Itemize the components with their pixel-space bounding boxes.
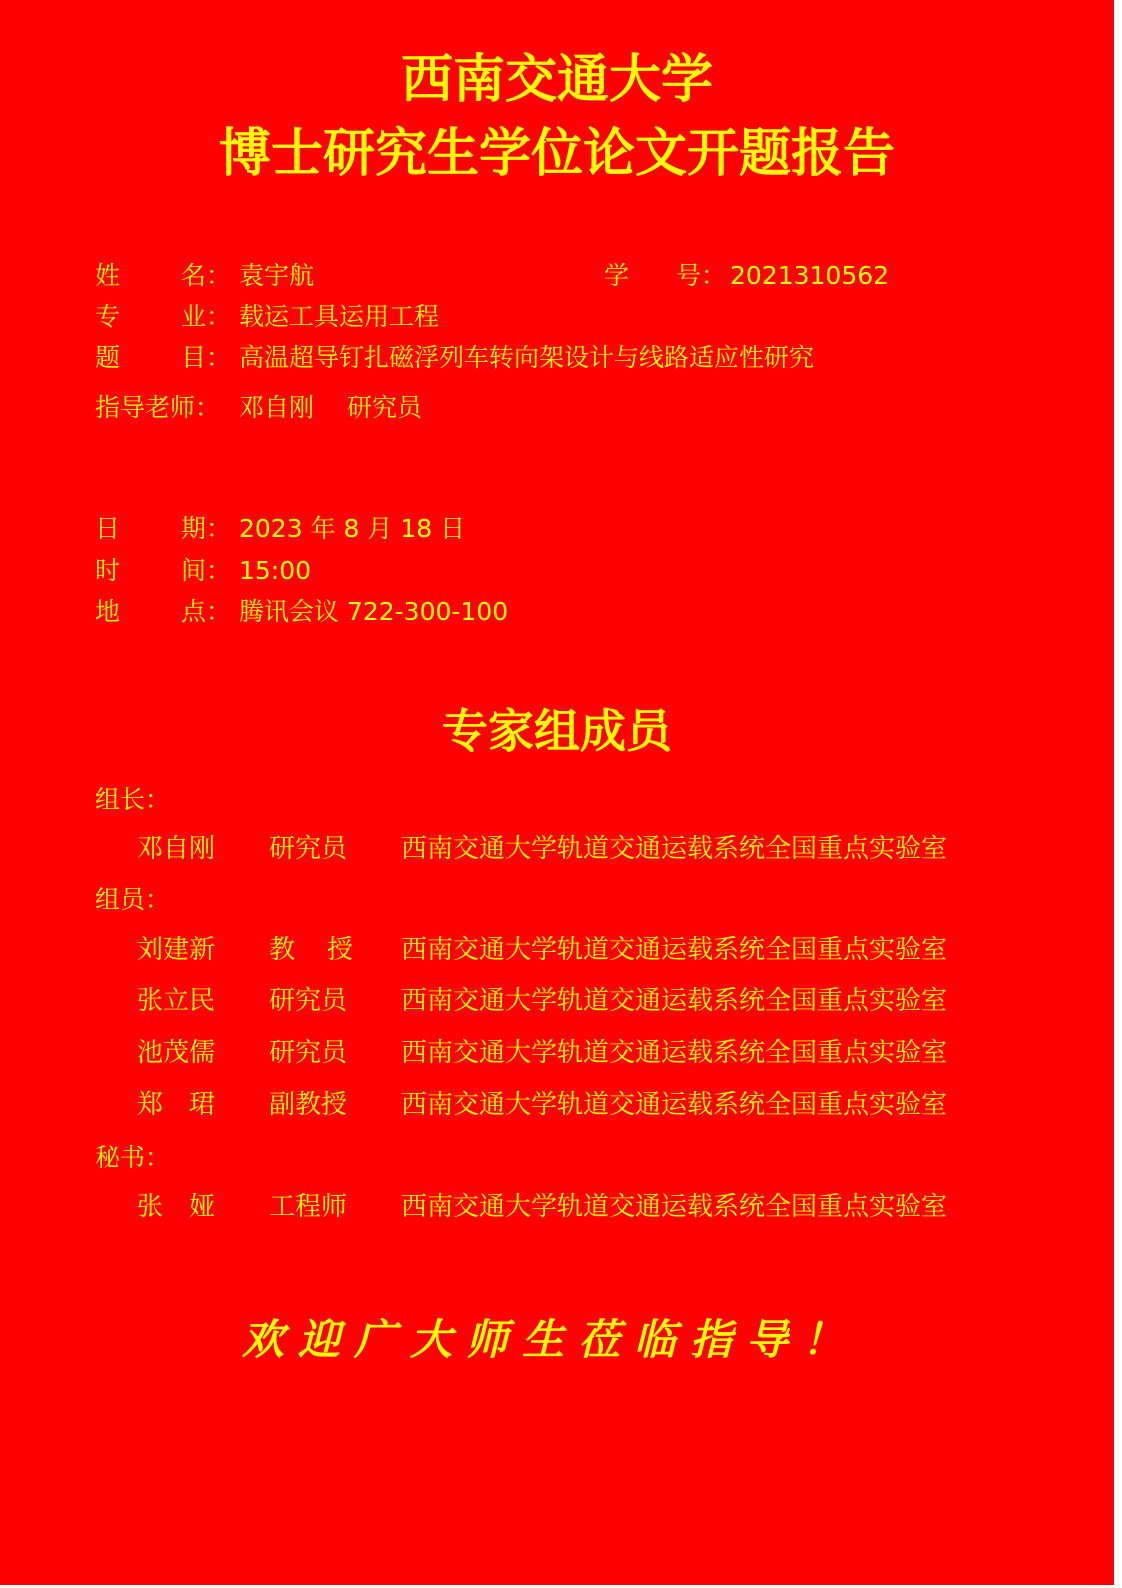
member-title-part: 研究员 <box>269 834 348 864</box>
member-org: 西南交通大学轨道交通运载系统全国重点实验室 <box>401 1038 948 1068</box>
major-row <box>95 301 895 333</box>
member-title-part: 研究员 <box>269 1038 348 1068</box>
date-value: 2023 年 8 月 18 日 <box>239 514 466 543</box>
university-title: 西南交通大学 <box>400 50 713 110</box>
member-name-part: 郑 <box>137 1090 164 1120</box>
committee-member <box>137 1088 1037 1122</box>
committee-secretary <box>137 1190 1037 1224</box>
place-value: 腾讯会议 722-300-100 <box>239 597 509 626</box>
topic-row <box>95 342 995 374</box>
time-value: 15:00 <box>239 556 312 585</box>
name-row <box>95 260 495 292</box>
time-label-2: 间： <box>181 556 232 585</box>
committee-heading: 专家组成员 <box>442 704 672 758</box>
members-label: 组员： <box>95 885 171 914</box>
member-name-part: 张 <box>137 1192 164 1222</box>
member-title-part: 副教授 <box>269 1090 348 1120</box>
id-label-1: 学 <box>604 261 630 290</box>
member-name-part: 刘建新 <box>137 935 216 965</box>
advisor-row <box>95 392 895 424</box>
major-label-2: 业： <box>181 302 232 331</box>
advisor-label-text: 指导老师： <box>95 393 221 422</box>
member-title-part: 教 <box>269 935 296 965</box>
member-name-part: 娅 <box>189 1192 216 1222</box>
member-org: 西南交通大学轨道交通运载系统全国重点实验室 <box>401 1090 948 1120</box>
member-title-part: 研究员 <box>269 986 348 1016</box>
date-label-1: 日 <box>95 514 121 543</box>
secretary-label: 秘书： <box>95 1143 171 1172</box>
member-name-part: 珺 <box>189 1090 216 1120</box>
date-label-2: 期： <box>181 514 232 543</box>
topic-label-1: 题 <box>95 343 121 372</box>
major-label-1: 专 <box>95 302 121 331</box>
topic-value: 高温超导钉扎磁浮列车转向架设计与线路适应性研究 <box>239 343 815 372</box>
member-name-part: 池茂儒 <box>137 1038 216 1068</box>
committee-member <box>137 984 1037 1018</box>
member-org: 西南交通大学轨道交通运载系统全国重点实验室 <box>401 1192 948 1222</box>
place-label-1: 地 <box>95 597 121 626</box>
student-id-row <box>594 260 994 292</box>
date-row <box>95 513 895 545</box>
member-org: 西南交通大学轨道交通运载系统全国重点实验室 <box>401 935 948 965</box>
member-name-part: 张立民 <box>137 986 216 1016</box>
topic-label-2: 目： <box>181 343 232 372</box>
advisor-value: 邓自刚 研究员 <box>239 393 422 422</box>
time-row <box>95 555 895 587</box>
member-org: 西南交通大学轨道交通运载系统全国重点实验室 <box>401 986 948 1016</box>
committee-member <box>137 933 1037 967</box>
major-value: 载运工具运用工程 <box>239 302 440 331</box>
name-value: 袁宇航 <box>239 261 315 290</box>
member-name-part: 邓自刚 <box>137 834 216 864</box>
id-value: 2021310562 <box>730 261 890 290</box>
right-border <box>1114 0 1122 1588</box>
committee-leader <box>137 832 1037 866</box>
welcome-message: 欢迎广大师生莅临指导！ <box>241 1315 858 1364</box>
member-org: 西南交通大学轨道交通运载系统全国重点实验室 <box>401 834 948 864</box>
member-title-part: 工程师 <box>269 1192 348 1222</box>
report-title: 博士研究生学位论文开题报告 <box>218 124 895 184</box>
leader-label: 组长： <box>95 785 171 814</box>
place-label-2: 点： <box>181 597 232 626</box>
committee-member <box>137 1036 1037 1070</box>
name-label-2: 名： <box>181 261 232 290</box>
member-title-part: 授 <box>327 935 354 965</box>
place-row <box>95 596 895 628</box>
time-label-1: 时 <box>95 556 121 585</box>
name-label-1: 姓 <box>95 261 121 290</box>
id-label-2: 号： <box>676 261 727 290</box>
